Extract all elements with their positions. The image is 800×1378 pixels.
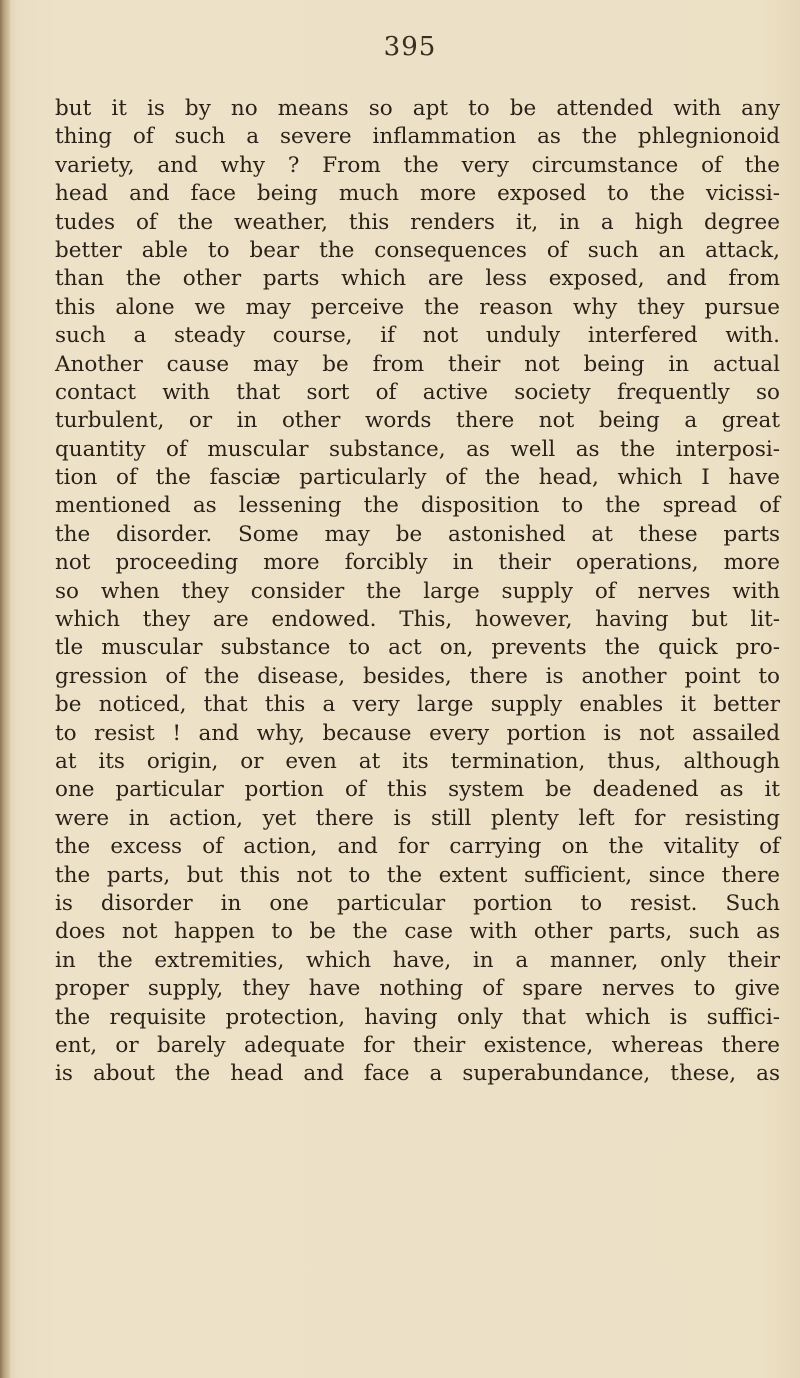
text-line: mentioned as lessening the disposition to the spread of (55, 493, 780, 519)
text-line: quantity of muscular substance, as well as the interposi- (55, 436, 780, 462)
text-line: tudes of the weather, this renders it, in a high degree (55, 209, 780, 235)
text-line: than the other parts which are less exposed, and from (55, 266, 780, 292)
text-line: at its origin, or even at its termination, thus, although (55, 748, 780, 774)
text-line: turbulent, or in other words there not being a great (55, 408, 780, 434)
text-line: tion of the fasciæ particularly of the head, which I have (55, 465, 780, 491)
text-line: thing of such a severe inflammation as the phlegnionoid (55, 124, 780, 150)
text-line: gression of the disease, besides, there is another point to (55, 663, 780, 689)
page-number: 395 (383, 32, 437, 62)
text-line: were in action, yet there is still plenty left for resisting (55, 805, 780, 831)
text-line: contact with that sort of active society frequently so (55, 379, 780, 405)
text-line: head and face being much more exposed to the vicissi- (55, 181, 780, 207)
text-line: to resist ! and why, because every portion is not assailed (55, 720, 780, 746)
text-line: is about the head and face a superabundance, these, as (55, 1061, 780, 1087)
text-line: ent, or barely adequate for their existence, whereas there (55, 1032, 780, 1058)
text-line: but it is by no means so apt to be attended with any (55, 96, 780, 121)
text-line: the excess of action, and for carrying on the vitality of (55, 834, 780, 860)
text-line: so when they consider the large supply of nerves with (55, 578, 780, 604)
text-line: Another cause may be from their not being in actual (55, 351, 780, 377)
text-line: does not happen to be the case with other parts, such as (55, 919, 780, 945)
text-line: the parts, but this not to the extent sufficient, since there (55, 862, 780, 888)
body-text (55, 95, 780, 1089)
text-line: this alone we may perceive the reason why they pursue (55, 294, 780, 320)
text-line: tle muscular substance to act on, prevents the quick pro- (55, 635, 780, 661)
text-line: variety, and why ? From the very circumstance of the (55, 152, 780, 178)
text-line: be noticed, that this a very large supply enables it better (55, 692, 780, 718)
text-line: the disorder. Some may be astonished at these parts (55, 521, 780, 547)
text-line: better able to bear the consequences of such an attack, (55, 237, 780, 263)
text-line: the requisite protection, having only that which is suffici- (55, 1004, 780, 1030)
text-line: not proceeding more forcibly in their operations, more (55, 550, 780, 576)
text-line: in the extremities, which have, in a manner, only their (55, 947, 780, 973)
page-binding-edge (0, 0, 10, 1378)
text-line: proper supply, they have nothing of spare nerves to give (55, 976, 780, 1002)
text-line: which they are endowed. This, however, having but lit- (55, 607, 780, 633)
text-line: one particular portion of this system be deadened as it (55, 777, 780, 803)
text-line: such a steady course, if not unduly interfered with. (55, 323, 780, 349)
text-line: is disorder in one particular portion to resist. Such (55, 890, 780, 916)
